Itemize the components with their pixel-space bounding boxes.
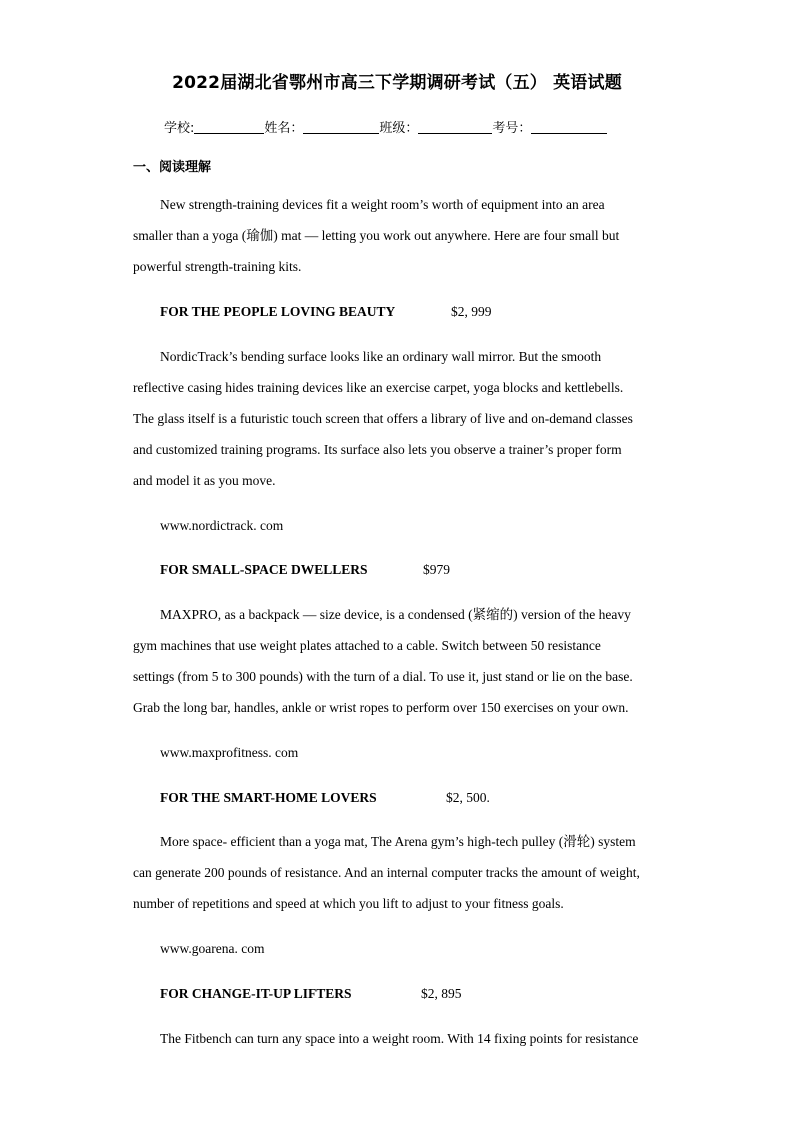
item-body <box>133 341 663 496</box>
school-blank <box>194 120 264 134</box>
class-label: 班级： <box>379 121 419 136</box>
item-heading-label: FOR SMALL-SPACE DWELLERS <box>160 562 368 577</box>
intro-paragraph <box>133 189 663 282</box>
item-body <box>133 1023 663 1054</box>
item-url: www.goarena. com <box>160 941 265 956</box>
item-url: www.maxprofitness. com <box>160 745 299 760</box>
item-heading-label: FOR CHANGE-IT-UP LIFTERS <box>160 986 352 1001</box>
item-heading <box>160 304 492 320</box>
item-heading-label: FOR THE PEOPLE LOVING BEAUTY <box>160 304 396 319</box>
name-blank <box>303 120 379 134</box>
intro-line: powerful strength-training kits. <box>133 259 302 274</box>
body-line: gym machines that use weight plates attached to a cable. Switch between 50 resistance <box>133 638 601 653</box>
item-price: $2, 500. <box>446 790 490 805</box>
body-line: and customized training programs. Its surface also lets you observe a trainer’s proper form <box>133 442 622 457</box>
intro-line: New strength-training devices fit a weight room’s worth of equipment into an area <box>160 197 605 212</box>
item-heading <box>160 790 490 806</box>
body-line: settings (from 5 to 300 pounds) with the turn of a dial. To use it, just stand or lie on the base. <box>133 669 633 684</box>
item-heading-label: FOR THE SMART-HOME LOVERS <box>160 790 377 805</box>
item-price: $2, 895 <box>421 986 462 1001</box>
student-info-line <box>164 117 607 136</box>
item-price: $979 <box>423 562 450 577</box>
item-body <box>133 599 663 723</box>
body-line: MAXPRO, as a backpack — size device, is a condensed (紧缩的) version of the heavy <box>160 607 631 622</box>
section-title: 一、阅读理解 <box>133 160 212 175</box>
body-line: More space- efficient than a yoga mat, The Arena gym’s high-tech pulley (滑轮) system <box>160 834 636 849</box>
body-line: and model it as you move. <box>133 473 276 488</box>
name-label: 姓名： <box>264 121 304 136</box>
item-url: www.nordictrack. com <box>160 518 284 533</box>
body-line: Grab the long bar, handles, ankle or wrist ropes to perform over 150 exercises on your own. <box>133 700 629 715</box>
item-heading <box>160 562 450 578</box>
number-label: 考号： <box>492 121 532 136</box>
body-line: reflective casing hides training devices like an exercise carpet, yoga blocks and kettlebells. <box>133 380 624 395</box>
number-blank <box>531 120 607 134</box>
school-label: 学校: <box>164 121 195 136</box>
body-line: NordicTrack’s bending surface looks like an ordinary wall mirror. But the smooth <box>160 349 602 364</box>
page-title: 2022届湖北省鄂州市高三下学期调研考试（五） 英语试题 <box>172 73 622 93</box>
body-line: number of repetitions and speed at which you lift to adjust to your fitness goals. <box>133 896 564 911</box>
body-line: can generate 200 pounds of resistance. And an internal computer tracks the amount of weight, <box>133 865 640 880</box>
intro-line: smaller than a yoga (瑜伽) mat — letting you work out anywhere. Here are four small but <box>133 228 620 243</box>
body-line: The glass itself is a futuristic touch screen that offers a library of live and on-demand classes <box>133 411 633 426</box>
item-heading <box>160 986 462 1002</box>
item-price: $2, 999 <box>451 304 492 319</box>
item-body <box>133 826 663 919</box>
class-blank <box>418 120 492 134</box>
body-line: The Fitbench can turn any space into a weight room. With 14 fixing points for resistance <box>160 1031 639 1046</box>
